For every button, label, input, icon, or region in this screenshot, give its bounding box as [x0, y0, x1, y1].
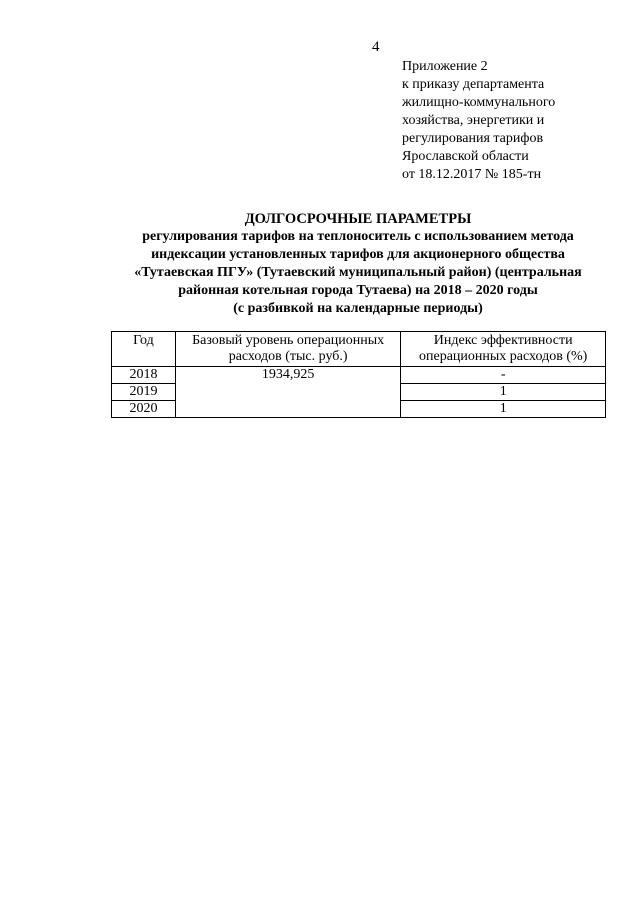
appendix-line: от 18.12.2017 № 185-тн: [402, 167, 542, 182]
cell-year: 2020: [112, 401, 176, 418]
document-heading: [110, 210, 606, 318]
document-subtitle-line: районная котельная города Тутаева) на 2018 – 2020 годы: [178, 283, 538, 298]
document-title: ДОЛГОСРОЧНЫЕ ПАРАМЕТРЫ: [244, 211, 472, 227]
header-efficiency-index: [401, 332, 606, 367]
document-subtitle-line: «Тутаевская ПГУ» (Тутаевский муниципальный район) (центральная: [134, 265, 582, 280]
parameters-table: [111, 331, 606, 418]
page-number: 4: [372, 39, 380, 55]
appendix-line: Приложение 2: [402, 59, 488, 74]
document-subtitle-line: (с разбивкой на календарные периоды): [233, 301, 483, 316]
cell-index: 1: [401, 384, 606, 401]
header-efficiency-index-line: Индекс эффективности: [433, 333, 573, 348]
document-subtitle-line: индексации установленных тарифов для акционерного общества: [151, 247, 565, 262]
header-base-level-line: Базовый уровень операционных: [192, 333, 385, 348]
appendix-line: к приказу департамента: [402, 77, 545, 92]
cell-year: 2018: [112, 367, 176, 384]
appendix-block: [402, 58, 632, 184]
cell-year: 2019: [112, 384, 176, 401]
cell-index: -: [401, 367, 606, 384]
document-subtitle-line: регулирования тарифов на теплоноситель с использованием метода: [142, 229, 574, 244]
appendix-line: хозяйства, энергетики и: [402, 113, 545, 128]
header-year-label: Год: [133, 333, 154, 348]
header-year: [112, 332, 176, 367]
table-row: [112, 367, 606, 384]
header-base-level: [175, 332, 401, 367]
appendix-line: регулирования тарифов: [402, 131, 544, 146]
cell-index: 1: [401, 401, 606, 418]
table-header-row: [112, 332, 606, 367]
header-efficiency-index-line: операционных расходов (%): [419, 349, 588, 364]
appendix-line: жилищно-коммунального: [402, 95, 556, 110]
appendix-line: Ярославской области: [402, 149, 529, 164]
cell-base-level: 1934,925: [175, 367, 401, 418]
header-base-level-line: расходов (тыс. руб.): [228, 349, 348, 364]
